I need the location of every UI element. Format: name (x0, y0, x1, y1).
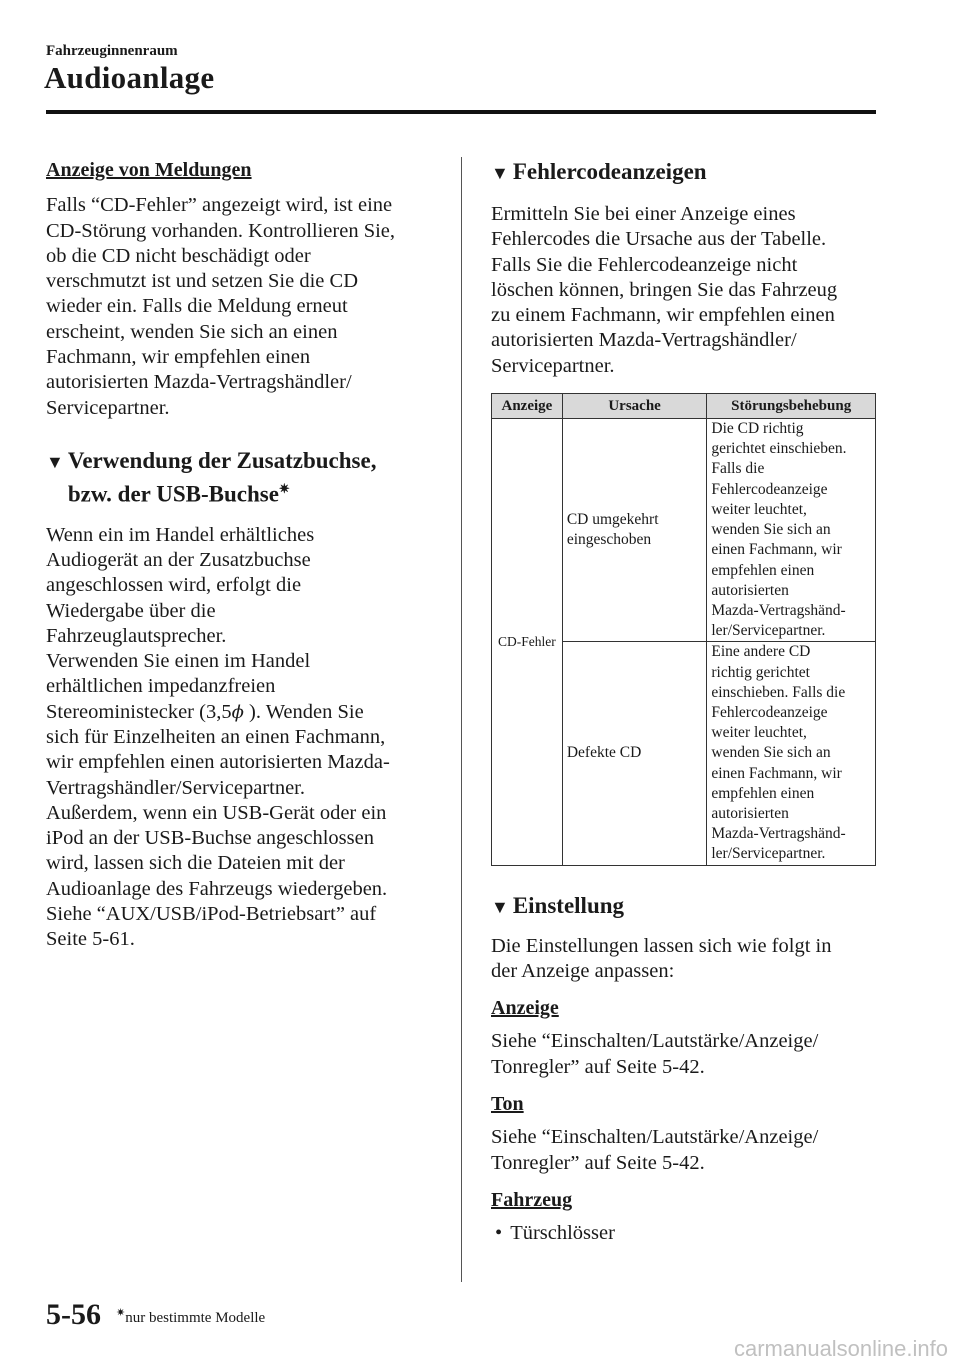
text-line: wird, lassen sich die Dateien mit der (46, 852, 345, 875)
text-line: Falls “CD-Fehler” angezeigt wird, ist eine (46, 194, 393, 217)
text-line: löschen können, bringen Sie das Fahrzeug (491, 278, 838, 301)
list-item-text: Türschlösser (510, 1222, 615, 1245)
display-subheading: Anzeige (491, 997, 559, 1020)
column-header: Anzeige (492, 394, 563, 419)
error-code-table (491, 393, 876, 865)
cell-line: ler/Servicepartner. (711, 845, 826, 863)
text-line: Tonregler” auf Seite 5-42. (491, 1151, 705, 1174)
cell-line: einen Fachmann, wir (711, 541, 842, 559)
cell-line: empfehlen einen (711, 561, 815, 579)
text-fragment: Stereoministecker (3,5 (46, 700, 232, 723)
section-label: Fahrzeuginnenraum (46, 43, 178, 59)
footnote (116, 1306, 265, 1327)
cell-line: CD umgekehrt (566, 510, 659, 528)
text-line: Verwenden Sie einen im Handel (46, 650, 311, 673)
triangle-marker-icon: ▼ (491, 896, 509, 917)
cell-line: autorisierten (711, 581, 789, 599)
text-line: Die Einstellungen lassen sich wie folgt in (491, 934, 832, 957)
settings-heading-text: Einstellung (512, 892, 625, 918)
footnote-text: nur bestimmte Modelle (125, 1310, 266, 1326)
text-line: Wenn ein im Handel erhältliches (46, 523, 315, 546)
cell-line: Mazda-Vertragshänd- (711, 601, 846, 619)
cell-line: Die CD richtig (711, 420, 804, 438)
text-line: Servicepartner. (491, 354, 615, 377)
text-line: autorisierten Mazda-Vertragshändler/ (46, 371, 352, 394)
text-line: Vertragshändler/Servicepartner. (46, 776, 305, 799)
text-fragment: ). Wenden Sie (243, 700, 364, 723)
text-line: Wiedergabe über die (46, 599, 216, 622)
text-line (46, 700, 441, 725)
messages-body (46, 193, 441, 421)
text-line: zu einem Fachmann, wir empfehlen einen (491, 304, 835, 327)
cause-cell (562, 642, 707, 865)
text-line: Fahrzeuglautsprecher. (46, 624, 227, 647)
aux-heading-line1: Verwendung der Zusatzbuchse, (67, 447, 377, 473)
cell-line: empfehlen einen (711, 784, 815, 802)
aux-heading (46, 447, 441, 509)
text-line: Außerdem, wenn ein USB-Gerät oder ein (46, 801, 387, 824)
cell-line: wenden Sie sich an (711, 521, 831, 539)
column-divider (461, 157, 462, 1282)
settings-body (491, 934, 876, 985)
cell-line: Fehlercodeanzeige (711, 703, 828, 721)
text-line: Ermitteln Sie bei einer Anzeige eines (491, 203, 796, 225)
cell-line: richtig gerichtet (711, 663, 810, 681)
text-line: wieder ein. Falls die Meldung erneut (46, 295, 348, 318)
aux-heading-text (68, 447, 377, 509)
text-line: iPod an der USB-Buchse angeschlossen (46, 827, 374, 850)
cell-line: weiter leuchtet, (711, 500, 807, 518)
text-line: Tonregler” auf Seite 5-42. (491, 1055, 705, 1078)
triangle-marker-icon: ▼ (491, 163, 509, 183)
cell-line: Eine andere CD (711, 643, 811, 661)
cause-cell (562, 419, 707, 642)
right-column (491, 158, 876, 1247)
bullet-icon: • (495, 1222, 503, 1245)
watermark: carmanualsonline.info (733, 1336, 948, 1361)
column-header: Störungsbehebung (707, 394, 876, 419)
cell-line: Mazda-Vertragshänd- (711, 825, 846, 843)
left-column (46, 158, 441, 953)
cell-line: ler/Servicepartner. (711, 622, 826, 640)
text-line: der Anzeige anpassen: (491, 959, 675, 982)
text-line: Fehlercodes die Ursache aus der Tabelle. (491, 228, 827, 251)
text-line: ob die CD nicht beschädigt oder (46, 244, 311, 267)
messages-heading: Anzeige von Meldungen (46, 159, 252, 181)
triangle-marker-icon: ▼ (46, 451, 64, 472)
fix-cell (707, 642, 876, 865)
text-line: Servicepartner. (46, 396, 170, 419)
cell-line: Fehlercodeanzeige (711, 480, 828, 498)
cell-line: Falls die (711, 460, 765, 478)
error-codes-body (491, 202, 876, 379)
aux-body (46, 523, 441, 953)
text-line: erscheint, wenden Sie sich an einen (46, 320, 338, 343)
tone-subheading: Ton (491, 1093, 524, 1116)
cell-line: wenden Sie sich an (711, 744, 831, 762)
settings-heading (491, 892, 876, 920)
text-line: Falls Sie die Fehlercodeanzeige nicht (491, 253, 798, 276)
text-line: wir empfehlen einen autorisierten Mazda- (46, 751, 390, 774)
asterisk-icon: ✷ (278, 480, 290, 496)
header-rule (46, 110, 876, 114)
table-row (492, 419, 876, 642)
cell-line: autorisierten (711, 804, 789, 822)
list-item (491, 1221, 876, 1246)
vehicle-subheading: Fahrzeug (491, 1188, 573, 1211)
table-header-row (492, 394, 876, 419)
text-line: Audioanlage des Fahrzeugs wiedergeben. (46, 877, 388, 900)
fix-cell (707, 419, 876, 642)
text-line: verschmutzt ist und setzen Sie die CD (46, 270, 358, 293)
error-codes-heading (491, 158, 876, 186)
text-line: autorisierten Mazda-Vertragshändler/ (491, 329, 797, 352)
error-codes-heading-text: Fehlercodeanzeigen (512, 159, 707, 184)
diameter-icon: ϕ (231, 701, 244, 723)
text-line: Audiogerät an der Zusatzbuchse (46, 548, 311, 571)
cell-line: einen Fachmann, wir (711, 764, 842, 782)
cell-line: Defekte CD (566, 744, 642, 762)
page-number: 5-56 (46, 1298, 101, 1331)
column-header: Ursache (562, 394, 707, 419)
cell-line: einschieben. Falls die (711, 683, 846, 701)
text-line: erhältlichen impedanzfreien (46, 675, 276, 698)
cell-line: weiter leuchtet, (711, 724, 807, 742)
text-line: Seite 5-61. (46, 928, 135, 951)
text-line: sich für Einzelheiten an einen Fachmann, (46, 726, 386, 748)
asterisk-icon: ✷ (116, 1307, 126, 1319)
cell-line: gerichtet einschieben. (711, 440, 847, 458)
text-line: Siehe “AUX/USB/iPod-Betriebsart” auf (46, 903, 377, 926)
text-line: angeschlossen wird, erfolgt die (46, 574, 302, 597)
display-cell: CD-Fehler (492, 419, 563, 865)
text-line: Siehe “Einschalten/Lautstärke/Anzeige/ (491, 1126, 819, 1149)
aux-heading-line2: bzw. der USB-Buchse (67, 481, 279, 507)
page-title: Audioanlage (44, 60, 215, 95)
text-line: CD-Störung vorhanden. Kontrollieren Sie, (46, 219, 396, 242)
cell-line: eingeschoben (566, 531, 652, 549)
text-line: Siehe “Einschalten/Lautstärke/Anzeige/ (491, 1030, 819, 1053)
text-line: Fachmann, wir empfehlen einen (46, 346, 311, 369)
